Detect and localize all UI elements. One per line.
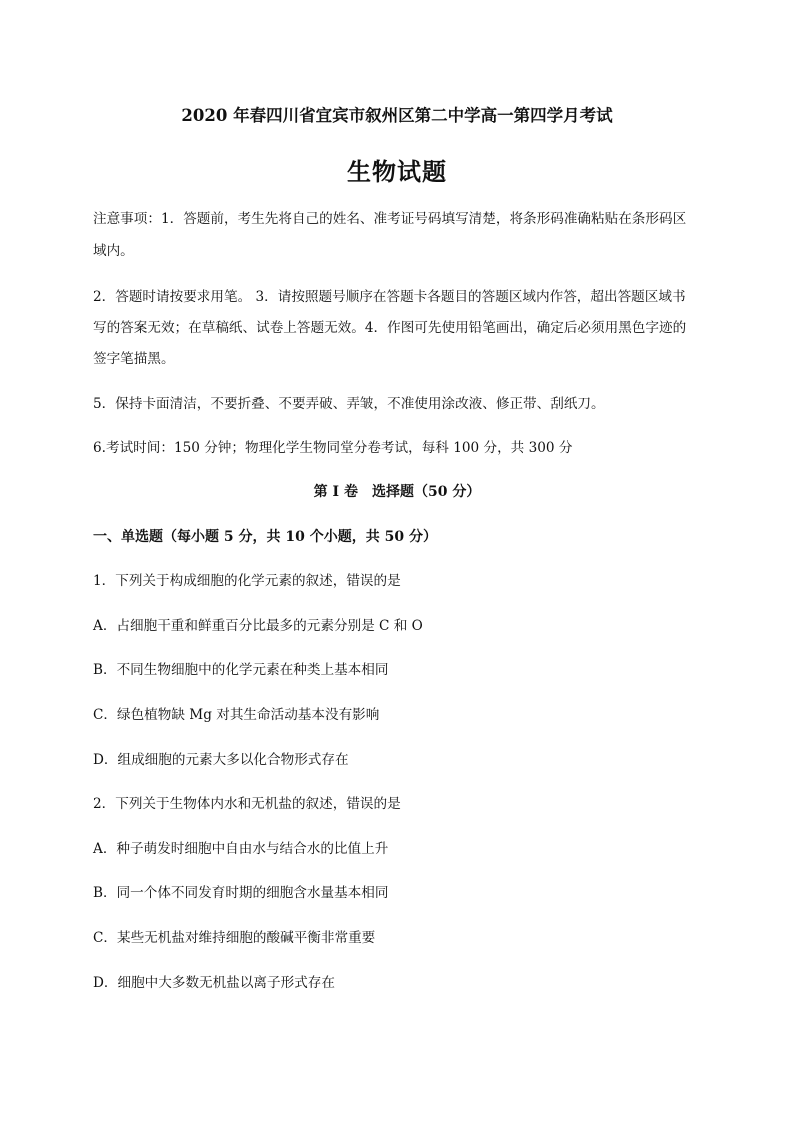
part-title: 一、单选题（每小题 5 分，共 10 个小题，共 50 分） — [93, 529, 437, 545]
notice-line-2: 域内。 — [93, 243, 134, 259]
question-2-option-a: A．种子萌发时细胞中自由水与结合水的比值上升 — [93, 841, 389, 857]
notice-line-7: 6.考试时间：150 分钟；物理化学生物同堂分卷考试，每科 100 分，共 300 分 — [93, 440, 573, 456]
question-1-option-d: D．组成细胞的元素大多以化合物形式存在 — [93, 752, 349, 768]
notice-line-3: 2．答题时请按要求用笔。 3．请按照题号顺序在答题卡各题目的答题区域内作答，超出答题区域书 — [93, 289, 686, 305]
question-2-option-d: D．细胞中大多数无机盐以离子形式存在 — [93, 975, 335, 991]
question-1-option-b: B．不同生物细胞中的化学元素在种类上基本相同 — [93, 662, 389, 678]
notice-line-5: 签字笔描黑。 — [93, 351, 175, 367]
question-1-option-a: A．占细胞干重和鲜重百分比最多的元素分别是 C 和 O — [93, 618, 423, 634]
notice-line-1: 注意事项：1．答题前，考生先将自己的姓名、准考证号码填写清楚，将条形码准确粘贴在条形码区 — [93, 211, 687, 227]
notice-line-6: 5．保持卡面清洁，不要折叠、不要弄破、弄皱，不准使用涂改液、修正带、刮纸刀。 — [93, 396, 605, 412]
subject-title: 生物试题 — [347, 157, 447, 186]
question-1-option-c: C．绿色植物缺 Mg 对其生命活动基本没有影响 — [93, 707, 380, 723]
question-2-option-b: B．同一个体不同发育时期的细胞含水量基本相同 — [93, 885, 389, 901]
question-2-option-c: C．某些无机盐对维持细胞的酸碱平衡非常重要 — [93, 930, 376, 946]
notice-line-4: 写的答案无效；在草稿纸、试卷上答题无效。4．作图可先使用铅笔画出，确定后必须用黑色字迹的 — [93, 320, 687, 336]
volume-title: 第 I 卷 选择题（50 分） — [313, 484, 481, 500]
exam-title: 2020 年春四川省宜宾市叙州区第二中学高一第四学月考试 — [181, 106, 613, 125]
question-2-stem: 2．下列关于生物体内水和无机盐的叙述，错误的是 — [93, 796, 401, 812]
question-1-stem: 1．下列关于构成细胞的化学元素的叙述，错误的是 — [93, 573, 401, 589]
